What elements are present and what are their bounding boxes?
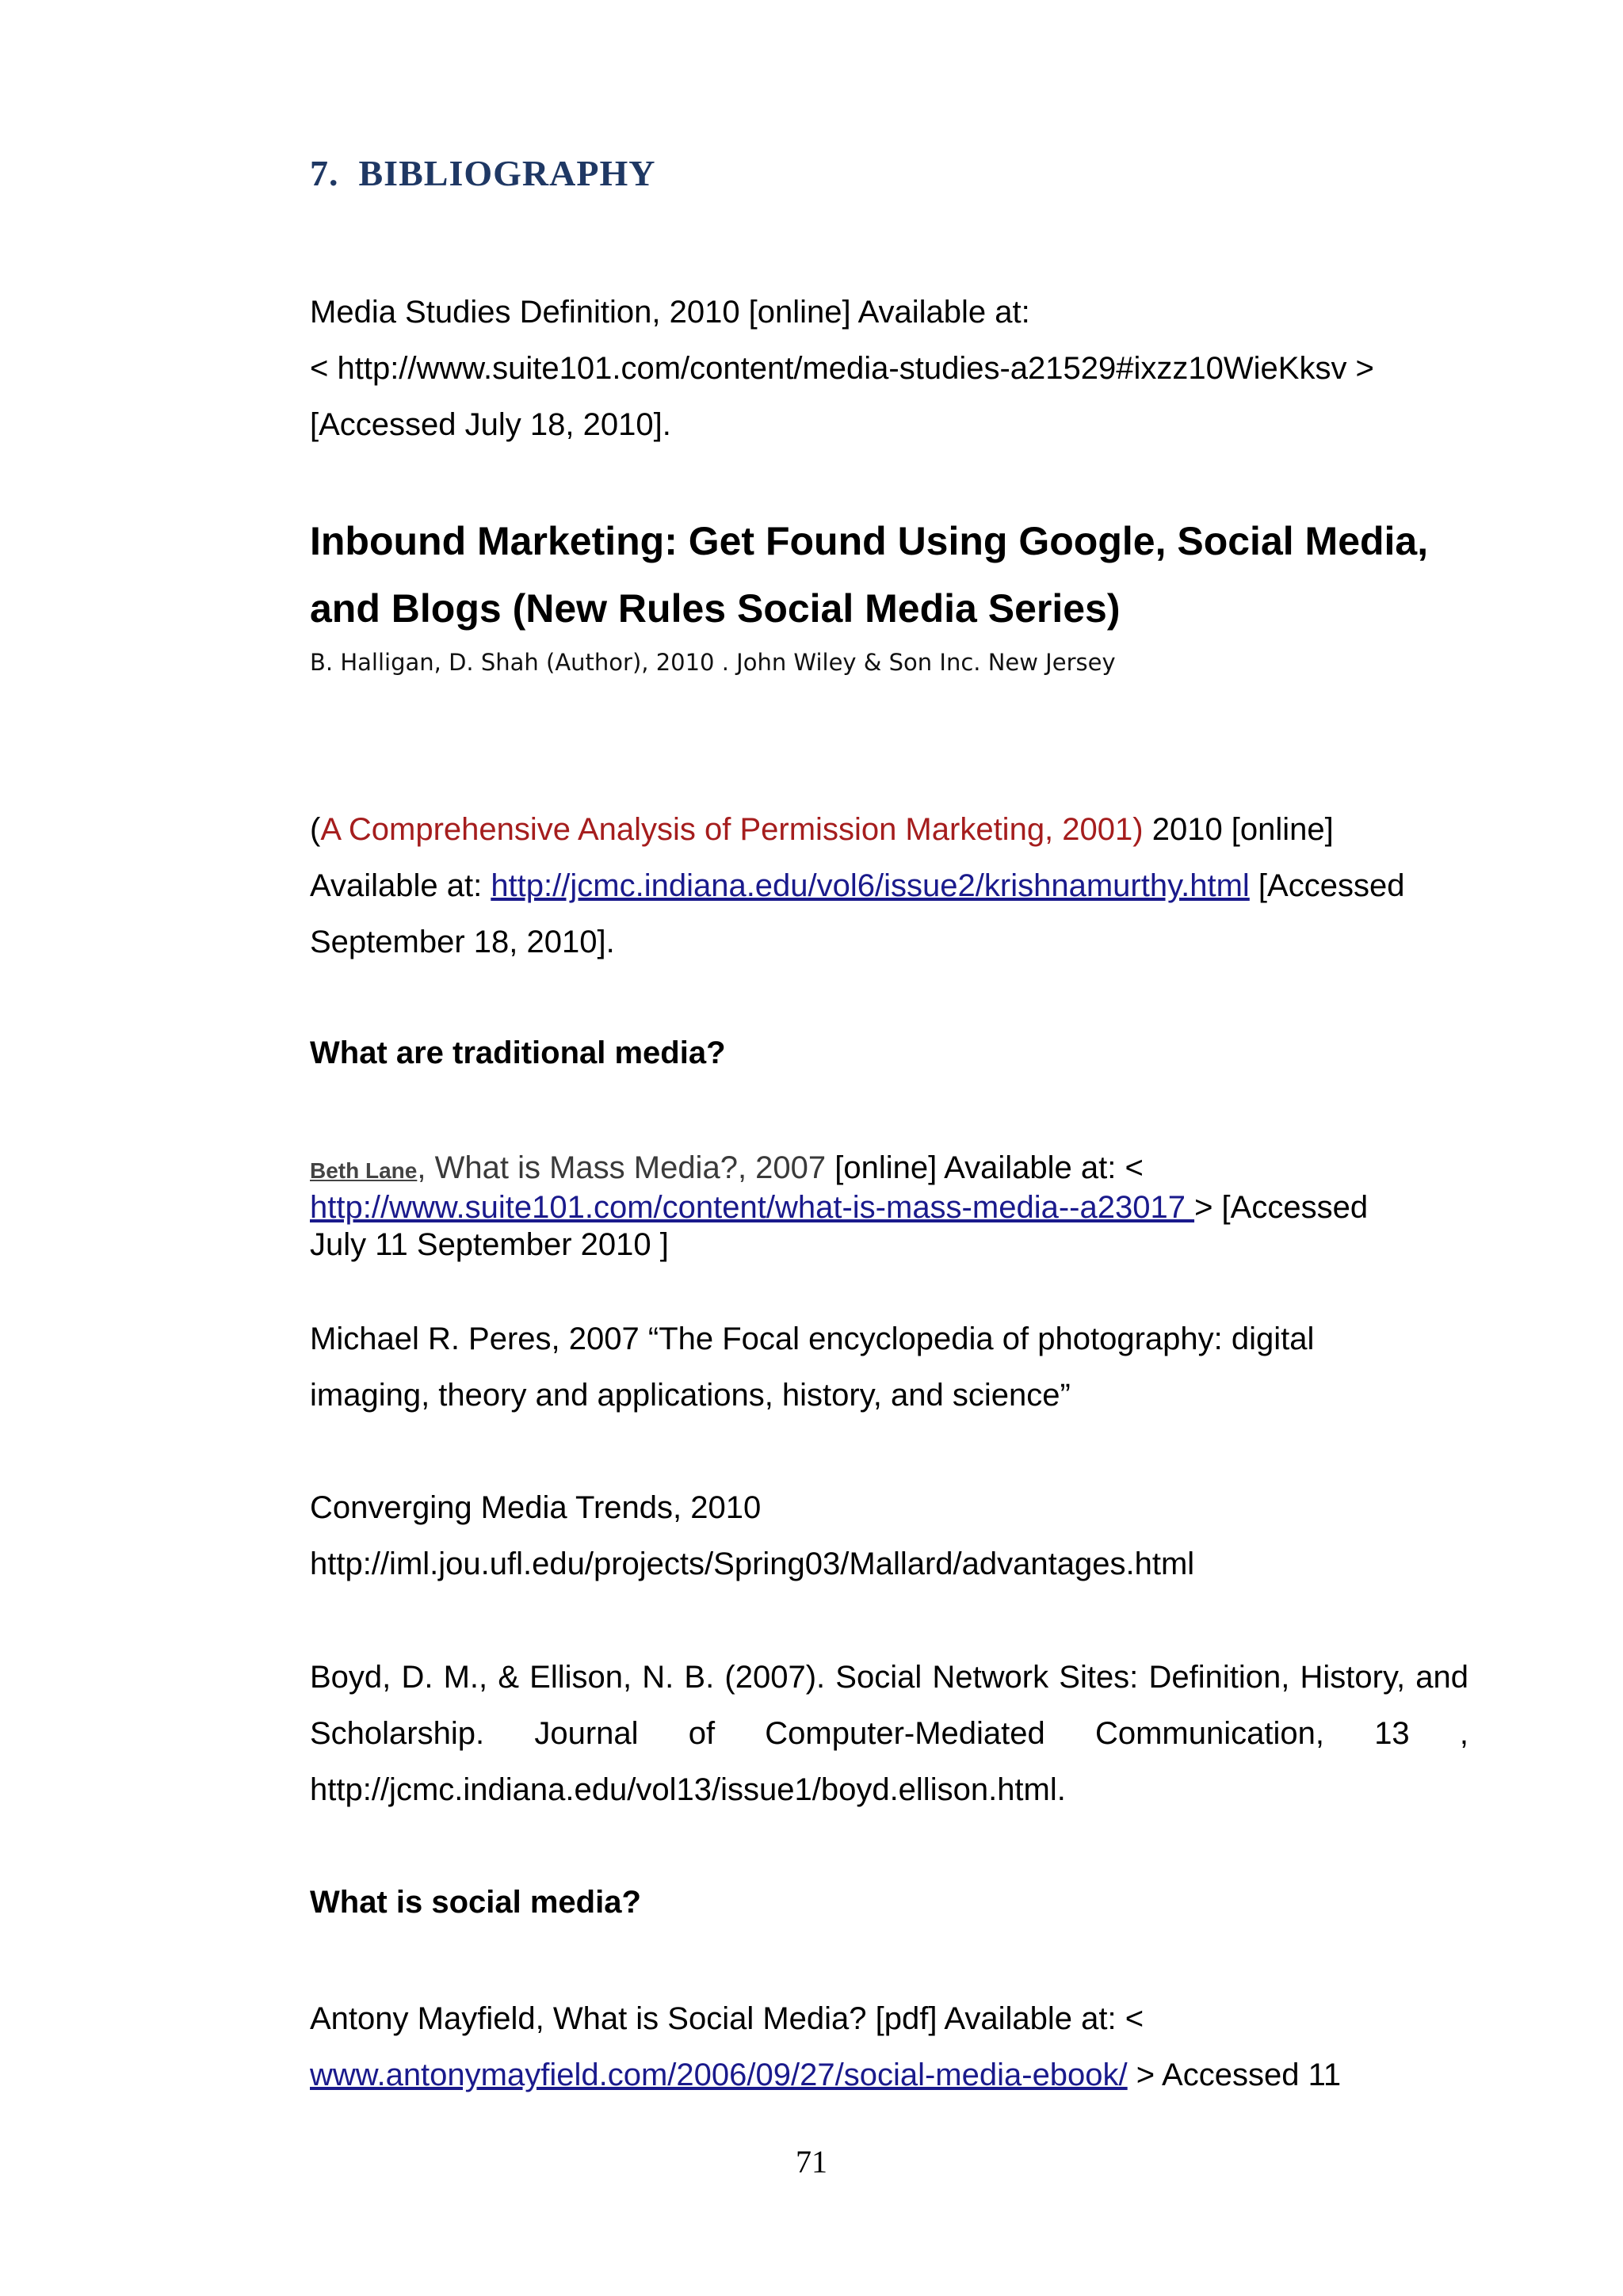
ref-line: Converging Media Trends, 2010 (310, 1490, 762, 1525)
article-title: What is Mass Media?, 2007 (434, 1150, 827, 1185)
article-title: A Comprehensive Analysis of Permission Marketing, 2001) (320, 812, 1144, 847)
page-number: 71 (796, 2144, 827, 2180)
section-number: 7. (310, 153, 339, 193)
open-paren: ( (310, 812, 321, 847)
available-label: Available at: (310, 868, 491, 903)
ref-accessed-line: September 18, 2010]. (310, 925, 615, 959)
ref-accessed-line: July 11 September 2010 ] (310, 1227, 669, 1262)
ref-line: Michael R. Peres, 2007 “The Focal encyclopedia of photography: digital (310, 1322, 1315, 1356)
ref-online: [online] Available at: < (826, 1150, 1144, 1185)
ref-line (310, 858, 1404, 914)
ref-url-line: < http://www.suite101.com/content/media-studies-a21529#ixzz10WieKksv > (310, 351, 1374, 386)
reference-boyd-ellison (310, 1650, 1468, 1818)
ref-line (310, 2047, 1341, 2103)
reference-link[interactable]: http://jcmc.indiana.edu/vol6/issue2/krishnamurthy.html (491, 868, 1250, 903)
accessed-label: > [Accessed (1194, 1190, 1369, 1225)
reference-focal-encyclopedia (310, 1311, 1314, 1424)
reference-inbound-marketing (310, 508, 1428, 676)
book-title-line: Inbound Marketing: Get Found Using Google, Social Media, (310, 519, 1429, 563)
accessed-label: > Accessed 11 (1127, 2058, 1342, 2092)
book-title-line: and Blogs (New Rules Social Media Series) (310, 586, 1121, 631)
subheading-social-media: What is social media? (310, 1885, 641, 1920)
ref-paragraph: Boyd, D. M., & Ellison, N. B. (2007). Social Network Sites: Definition, History, and Scholarship. Journal of Computer-Mediated Communication, 13 , http://jcmc.indiana.edu/vol13/issue1/boyd.ellison.html. (310, 1660, 1468, 1807)
subheading-traditional-media: What are traditional media? (310, 1035, 726, 1070)
reference-media-studies (310, 284, 1374, 453)
ref-accessed-line: [Accessed July 18, 2010]. (310, 407, 671, 442)
ref-line: Media Studies Definition, 2010 [online] Available at: (310, 295, 1030, 330)
ref-line: imaging, theory and applications, history, and science” (310, 1378, 1071, 1413)
reference-mass-media (310, 1150, 1368, 1264)
ref-online: 2010 [online] (1143, 812, 1334, 847)
section-title: BIBLIOGRAPHY (358, 153, 656, 193)
ref-line (310, 1189, 1368, 1226)
book-authors: B. Halligan, D. Shah (Author), 2010 . John Wiley & Son Inc. New Jersey (310, 649, 1116, 676)
reference-link[interactable]: http://www.suite101.com/content/what-is-mass-media--a23017 (310, 1190, 1195, 1225)
reference-permission-marketing (310, 802, 1404, 971)
ref-line: Antony Mayfield, What is Social Media? [pdf] Available at: < (310, 2001, 1144, 2036)
comma: , (417, 1150, 435, 1185)
section-heading (310, 152, 655, 194)
ref-line (310, 1150, 1368, 1189)
author-link[interactable]: Beth Lane (310, 1158, 418, 1183)
reference-link[interactable]: www.antonymayfield.com/2006/09/27/social-media-ebook/ (310, 2058, 1128, 2092)
ref-line (310, 802, 1404, 858)
ref-url-line: http://iml.jou.ufl.edu/projects/Spring03/Mallard/advantages.html (310, 1547, 1195, 1581)
accessed-label: [Accessed (1249, 868, 1405, 903)
reference-converging-media (310, 1480, 1194, 1592)
reference-mayfield (310, 1991, 1341, 2103)
